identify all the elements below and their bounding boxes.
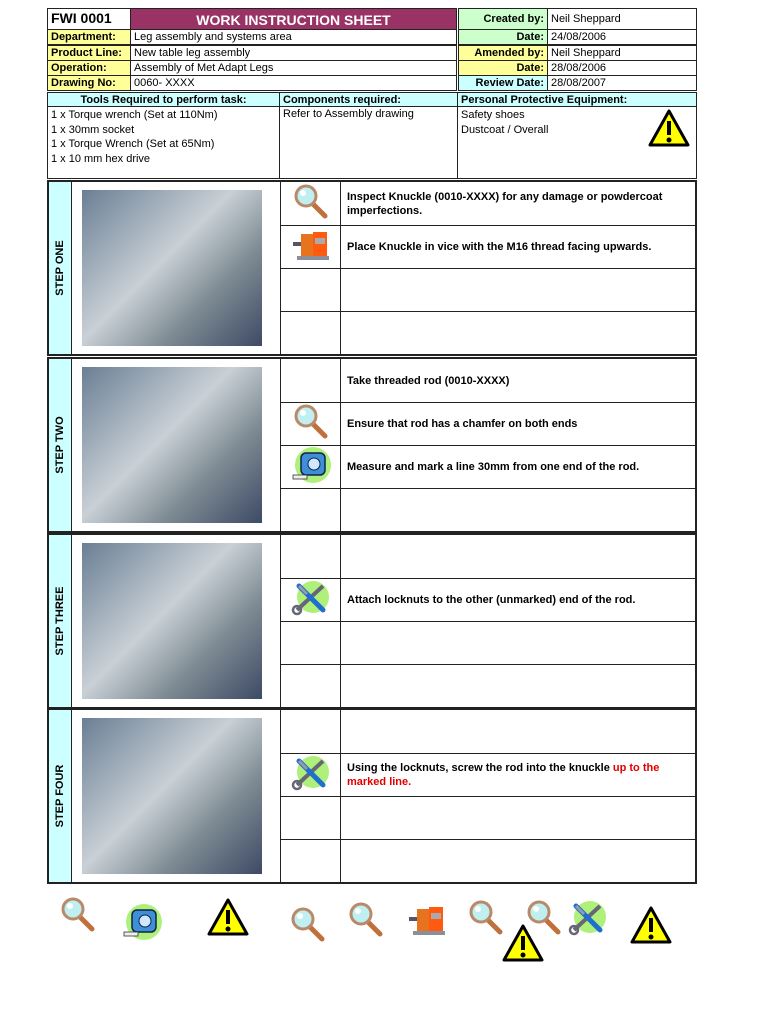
instruction-row [281, 710, 695, 754]
step-rows [49, 535, 695, 707]
warning-icon [648, 109, 690, 152]
tools-list [47, 106, 280, 179]
magnifier-icon [291, 182, 331, 225]
created-by-label: Created by: [458, 8, 548, 30]
instruction-icon-cell [281, 182, 341, 225]
tool-item: 1 x 10 mm hex drive [51, 152, 151, 165]
instruction-text-main: Ensure that rod has a chamfer on both ends [347, 417, 578, 430]
instruction-text-main: Take threaded rod (0010-XXXX) [347, 374, 510, 387]
instruction-text [347, 664, 691, 708]
instruction-row [281, 225, 695, 269]
instruction-row [281, 182, 695, 226]
instruction-text-main: Inspect Knuckle (0010-XXXX) for any damage or powdercoat imperfections. [347, 190, 663, 217]
instruction-icon-cell [281, 268, 341, 311]
created-date-value: 24/08/2006 [547, 29, 697, 45]
step-rows [49, 359, 695, 531]
instruction-row [281, 268, 695, 312]
step-rows [49, 182, 695, 354]
instruction-row [281, 578, 695, 622]
tape-measure-icon [120, 902, 164, 945]
instruction-row [281, 359, 695, 403]
magnifier-icon [58, 895, 98, 938]
wrench-screwdriver-icon [566, 898, 610, 941]
instruction-row [281, 796, 695, 840]
step-block [47, 357, 697, 533]
product-line-value: New table leg assembly [130, 45, 457, 61]
instruction-text [347, 182, 691, 225]
instruction-icon-cell [281, 311, 341, 355]
review-date-label: Review Date: [458, 75, 548, 91]
amended-date-label: Date: [458, 60, 548, 76]
instruction-row [281, 753, 695, 797]
instruction-text [347, 359, 691, 402]
magnifier-icon [346, 900, 386, 943]
document-id: FWI 0001 [47, 8, 131, 30]
instruction-icon-cell [281, 839, 341, 883]
instruction-row [281, 445, 695, 489]
ppe-header: Personal Protective Equipment: [457, 92, 697, 107]
step-label: STEP TWO [54, 416, 66, 474]
instruction-icon-cell [281, 621, 341, 664]
step-block [47, 180, 697, 356]
instruction-icon-cell [281, 710, 341, 753]
warning-icon [207, 898, 249, 939]
step-label: STEP ONE [54, 240, 66, 296]
step-block [47, 533, 697, 709]
department-label: Department: [47, 29, 131, 45]
instruction-icon-cell [281, 225, 341, 268]
warning-icon [502, 924, 544, 965]
wrench-screwdriver-icon [289, 578, 333, 621]
operation-label: Operation: [47, 60, 131, 76]
tool-item: 1 x 30mm socket [51, 123, 135, 136]
instruction-row [281, 311, 695, 355]
instruction-text [347, 535, 691, 578]
step-label: STEP FOUR [54, 764, 66, 828]
product-line-label: Product Line: [47, 45, 131, 61]
created-by-value: Neil Sheppard [547, 8, 697, 30]
instruction-row [281, 664, 695, 708]
tool-item: 1 x Torque Wrench (Set at 65Nm) [51, 138, 215, 150]
ppe-item: Dustcoat / Overall [461, 123, 549, 136]
instruction-icon-cell [281, 578, 341, 621]
magnifier-icon [291, 402, 331, 445]
instruction-text-main: Attach locknuts to the other (unmarked) end of the rod. [347, 593, 636, 606]
instruction-text [347, 796, 691, 839]
instruction-icon-cell [281, 535, 341, 578]
step-block [47, 708, 697, 884]
instruction-text-main: Measure and mark a line 30mm from one end of the rod. [347, 460, 640, 473]
vice-icon [289, 228, 333, 265]
instruction-icon-cell [281, 359, 341, 402]
wrench-screwdriver-icon [289, 753, 333, 796]
instruction-icon-cell [281, 488, 341, 532]
instruction-text-main: Using the locknuts, screw the rod into the knuckle [347, 761, 613, 774]
instruction-row [281, 488, 695, 532]
step-rows [49, 710, 695, 882]
instruction-text [347, 621, 691, 664]
instruction-row [281, 535, 695, 579]
drawing-label: Drawing No: [47, 75, 131, 91]
step-label: STEP THREE [54, 586, 66, 656]
instruction-text-highlight: up to the marked line. [347, 761, 660, 788]
tool-item: 1 x Torque wrench (Set at 110Nm) [51, 109, 218, 121]
instruction-icon-cell [281, 664, 341, 708]
instruction-icon-cell [281, 753, 341, 796]
magnifier-icon [288, 905, 328, 948]
components-header: Components required: [279, 92, 458, 107]
components-value: Refer to Assembly drawing [279, 106, 458, 179]
vice-icon [405, 903, 449, 940]
amended-by-label: Amended by: [458, 45, 548, 61]
instruction-icon-cell [281, 402, 341, 445]
amended-by-value: Neil Sheppard [547, 45, 697, 61]
department-value: Leg assembly and systems area [130, 29, 457, 45]
review-date-value: 28/08/2007 [547, 75, 697, 91]
instruction-text [347, 268, 691, 311]
instruction-text [347, 225, 691, 268]
instruction-text [347, 311, 691, 355]
instruction-icon-cell [281, 445, 341, 488]
page-title: WORK INSTRUCTION SHEET [130, 8, 457, 30]
instruction-text-main: Place Knuckle in vice with the M16 thread facing upwards. [347, 240, 652, 253]
drawing-value: 0060- XXXX [130, 75, 457, 91]
magnifier-icon [466, 898, 506, 941]
tape-measure-icon [289, 445, 333, 488]
instruction-row [281, 402, 695, 446]
instruction-row [281, 839, 695, 883]
operation-value: Assembly of Met Adapt Legs [130, 60, 457, 76]
ppe-item: Safety shoes [461, 109, 525, 121]
ppe-list [457, 106, 697, 179]
instruction-text [347, 445, 691, 488]
instruction-text [347, 578, 691, 621]
instruction-text [347, 710, 691, 753]
instruction-row [281, 621, 695, 665]
instruction-text [347, 402, 691, 445]
tools-header: Tools Required to perform task: [47, 92, 280, 107]
warning-icon [630, 906, 672, 947]
instruction-text [347, 488, 691, 532]
instruction-icon-cell [281, 796, 341, 839]
instruction-text [347, 753, 691, 796]
amended-date-value: 28/08/2006 [547, 60, 697, 76]
instruction-text [347, 839, 691, 883]
created-date-label: Date: [458, 29, 548, 45]
